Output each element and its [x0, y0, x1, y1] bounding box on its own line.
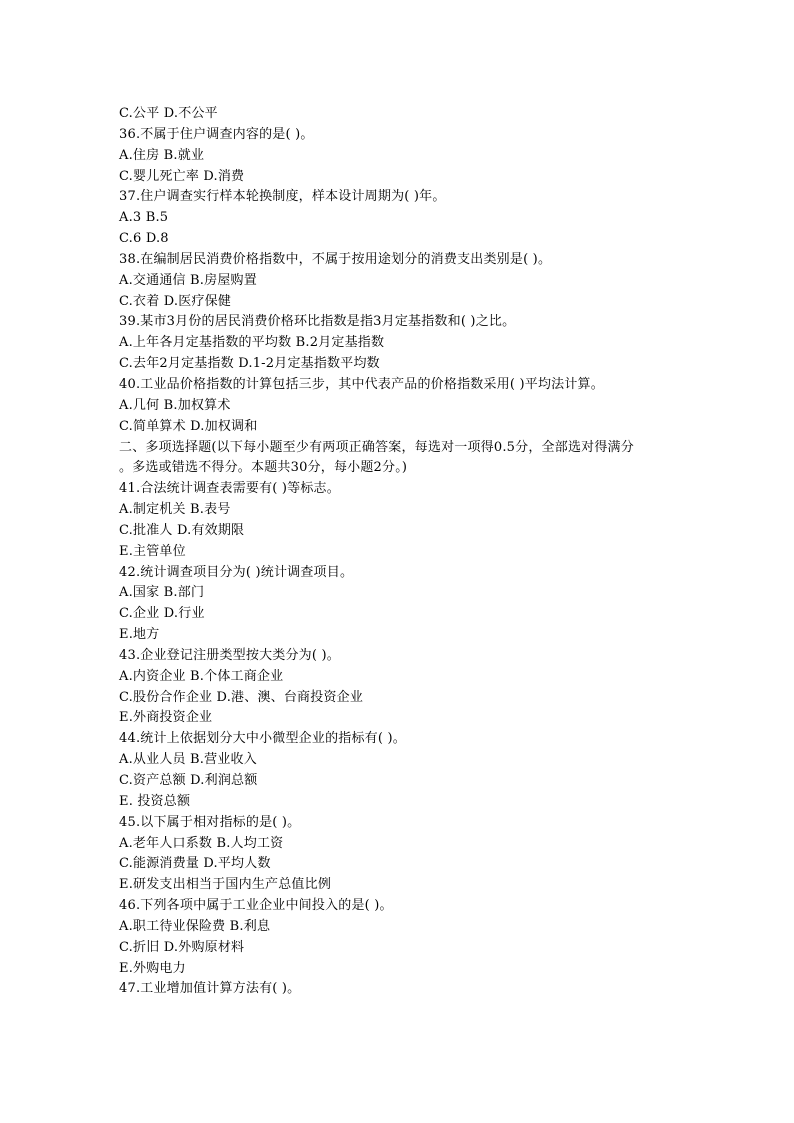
option-line: A.上年各月定基指数的平均数 B.2月定基指数: [119, 335, 385, 351]
option-line: A.制定机关 B.表号: [119, 502, 231, 518]
section-heading-continued: 。多选或错选不得分。本题共30分，每小题2分。): [119, 460, 408, 476]
option-line: C.衣着 D.医疗保健: [119, 293, 232, 309]
question-line: 42.统计调查项目分为( )统计调查项目。: [119, 564, 354, 580]
document-page: [119, 104, 679, 1000]
option-line: E.外购电力: [119, 960, 186, 976]
option-line: C.婴儿死亡率 D.消费: [119, 168, 245, 184]
option-line: A.内资企业 B.个体工商企业: [119, 668, 284, 684]
option-line: C.股份合作企业 D.港、澳、台商投资企业: [119, 689, 364, 705]
option-line: C.企业 D.行业: [119, 606, 205, 622]
option-line: C.去年2月定基指数 D.1-2月定基指数平均数: [119, 356, 380, 372]
option-line: C.公平 D.不公平: [119, 106, 218, 121]
option-line: E. 投资总额: [119, 793, 191, 809]
option-line: C.6 D.8: [119, 231, 169, 247]
question-line: 41.合法统计调查表需要有( )等标志。: [119, 481, 340, 497]
option-line: A.几何 B.加权算术: [119, 397, 231, 413]
option-line: C.资产总额 D.利润总额: [119, 773, 258, 788]
option-line: A.职工待业保险费 B.利息: [119, 918, 271, 934]
option-line: E.地方: [119, 627, 160, 643]
question-line: 39.某市3月份的居民消费价格环比指数是指3月定基指数和( )之比。: [119, 314, 516, 330]
option-line: C.批准人 D.有效期限: [119, 522, 245, 538]
option-line: A.从业人员 B.营业收入: [119, 752, 257, 768]
question-line: 38.在编制居民消费价格指数中，不属于按用途划分的消费支出类别是( )。: [119, 251, 552, 267]
question-line: 36.不属于住户调查内容的是( )。: [119, 126, 314, 142]
option-line: C.折旧 D.外购原材料: [119, 939, 245, 955]
option-line: A.国家 B.部门: [119, 585, 205, 601]
option-line: C.能源消费量 D.平均人数: [119, 856, 271, 872]
option-line: A.老年人口系数 B.人均工资: [119, 835, 284, 851]
option-line: E.主管单位: [119, 543, 186, 559]
question-line: 37.住户调查实行样本轮换制度，样本设计周期为( )年。: [119, 189, 446, 205]
option-line: E.研发支出相当于国内生产总值比例: [119, 877, 332, 893]
question-line: 43.企业登记注册类型按大类分为( )。: [119, 647, 340, 663]
option-line: A.交通通信 B.房屋购置: [119, 272, 257, 288]
section-heading: 二、多项选择题(以下每小题至少有两项正确答案，每选对一项得0.5分，全部选对得满分: [119, 439, 634, 455]
question-line: 47.工业增加值计算方法有( )。: [119, 981, 301, 997]
question-line: 46.下列各项中属于工业企业中间投入的是( )。: [119, 898, 393, 914]
question-line: 40.工业品价格指数的计算包括三步，其中代表产品的价格指数采用( )平均法计算。: [119, 376, 604, 392]
option-line: A.住房 B.就业: [119, 147, 205, 163]
option-line: C.简单算术 D.加权调和: [119, 418, 258, 434]
option-line: E.外商投资企业: [119, 710, 213, 726]
question-line: 45.以下属于相对指标的是( )。: [119, 814, 301, 830]
option-line: A.3 B.5: [119, 210, 169, 226]
question-line: 44.统计上依据划分大中小微型企业的指标有( )。: [119, 731, 406, 747]
